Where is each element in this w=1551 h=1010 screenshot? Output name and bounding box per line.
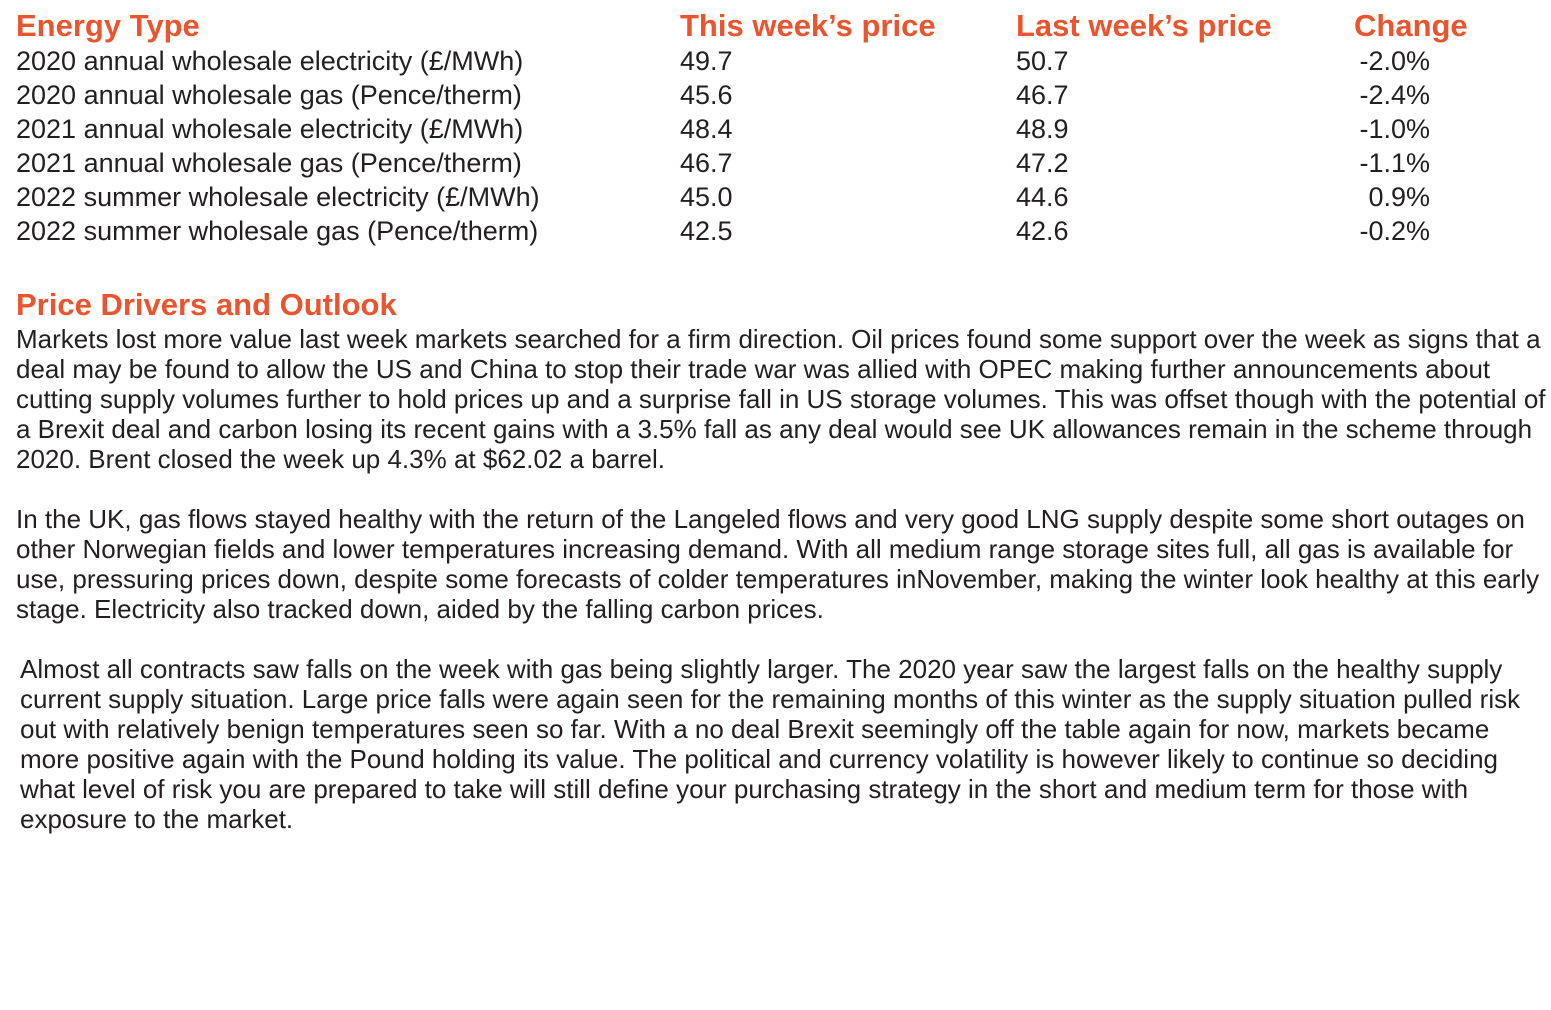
change-cell: -2.0% xyxy=(1359,46,1430,76)
section-title: Price Drivers and Outlook xyxy=(16,287,397,322)
price-table xyxy=(16,6,1536,248)
header-energy-type: Energy Type xyxy=(16,8,200,43)
energy-type-cell: 2020 annual wholesale gas (Pence/therm) xyxy=(16,80,522,110)
this-week-cell: 48.4 xyxy=(680,114,733,144)
price-drivers-section xyxy=(16,288,1546,834)
change-cell: -1.0% xyxy=(1359,114,1430,144)
last-week-cell: 44.6 xyxy=(1016,182,1069,212)
table-header-row xyxy=(16,6,1536,44)
outlook-paragraph-contracts: Almost all contracts saw falls on the week with gas being slightly larger. The 2020 year saw the largest falls on the healthy supply current supply situation. Large price falls were again seen for the remaining months of this winter as the supply situation pulled risk out with relatively benign temperatures seen so far. With a no deal Brexit seemingly off the table again for now, markets became more positive again with the Pound holding its value. The political and currency volatility is however likely to continue so deciding what level of risk you are prepared to take will still define your purchasing strategy in the short and medium term for those with exposure to the market. xyxy=(20,654,1521,834)
header-change: Change xyxy=(1354,8,1468,43)
last-week-cell: 47.2 xyxy=(1016,148,1069,178)
last-week-cell: 46.7 xyxy=(1016,80,1069,110)
outlook-paragraph-uk-gas: In the UK, gas flows stayed healthy with the return of the Langeled flows and very good LNG supply despite some short outages on other Norwegian fields and lower temperatures increasing demand. With all medium range storage sites full, all gas is available for use, pressuring prices down, despite some forecasts of colder temperatures inNovember, making the winter look healthy at this early stage. Electricity also tracked down, aided by the falling carbon prices. xyxy=(16,504,1540,624)
last-week-cell: 48.9 xyxy=(1016,114,1069,144)
last-week-cell: 50.7 xyxy=(1016,46,1069,76)
energy-type-cell: 2022 summer wholesale gas (Pence/therm) xyxy=(16,216,539,246)
header-this-week: This week’s price xyxy=(680,8,936,43)
last-week-cell: 42.6 xyxy=(1016,216,1069,246)
this-week-cell: 45.0 xyxy=(680,182,733,212)
energy-type-cell: 2022 summer wholesale electricity (£/MWh) xyxy=(16,182,540,212)
table-row xyxy=(16,112,1536,146)
change-cell: 0.9% xyxy=(1368,182,1430,212)
outlook-paragraph-markets: Markets lost more value last week markets searched for a firm direction. Oil prices found some support over the week as signs that a deal may be found to allow the US and China to stop their trade war was allied with OPEC making further announcements about cutting supply volumes further to hold prices up and a surprise fall in US storage volumes. This was offset though with the potential of a Brexit deal and carbon losing its recent gains with a 3.5% fall as any deal would see UK allowances remain in the scheme through 2020. Brent closed the week up 4.3% at $62.02 a barrel. xyxy=(16,324,1546,474)
this-week-cell: 49.7 xyxy=(680,46,733,76)
change-cell: -2.4% xyxy=(1359,80,1430,110)
table-row xyxy=(16,44,1536,78)
energy-type-cell: 2021 annual wholesale electricity (£/MWh) xyxy=(16,114,524,144)
table-row xyxy=(16,214,1536,248)
change-cell: -1.1% xyxy=(1359,148,1430,178)
change-cell: -0.2% xyxy=(1359,216,1430,246)
this-week-cell: 45.6 xyxy=(680,80,733,110)
energy-type-cell: 2020 annual wholesale electricity (£/MWh) xyxy=(16,46,524,76)
this-week-cell: 46.7 xyxy=(680,148,733,178)
energy-type-cell: 2021 annual wholesale gas (Pence/therm) xyxy=(16,148,522,178)
this-week-cell: 42.5 xyxy=(680,216,733,246)
table-row xyxy=(16,180,1536,214)
header-last-week: Last week’s price xyxy=(1016,8,1272,43)
table-row xyxy=(16,146,1536,180)
table-row xyxy=(16,78,1536,112)
